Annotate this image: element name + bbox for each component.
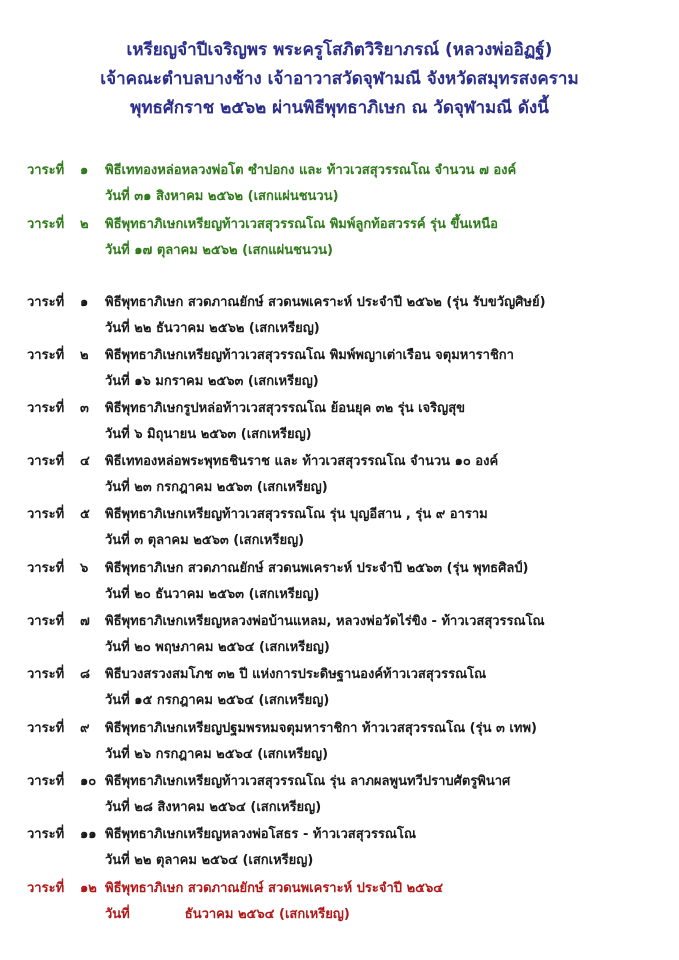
section2-round-2 [27, 343, 667, 395]
section2-round-4 [27, 449, 667, 501]
section2-round-9 [27, 716, 667, 768]
round-date: วันที่ ๓ ตุลาคม ๒๕๖๓ (เสกเหรียญ) [105, 533, 305, 548]
round-number: ๑๒ [80, 881, 97, 896]
round-label: วาระที่ [27, 721, 65, 736]
round-number: ๙ [80, 721, 90, 736]
round-label: วาระที่ [27, 163, 65, 178]
round-number: ๖ [80, 561, 89, 576]
round-text: พิธีพุทธาภิเษกเหรียญท้าวเวสสุวรรณโณ รุ่น ลาภผลพูนทวีปราบศัตรูพินาศ [105, 774, 511, 789]
round-text: พิธีบวงสรวงสมโภช ๓๒ ปี แห่งการประดิษฐานองค์ท้าวเวสสุวรรณโณ [105, 667, 487, 682]
section1-round-1 [27, 158, 667, 210]
round-number: ๒ [80, 348, 89, 363]
section1-round-2 [27, 212, 667, 264]
round-date: วันที่ ๑๕ กรกฎาคม ๒๕๖๔ (เสกเหรียญ) [105, 693, 330, 708]
round-text: พิธีพุทธาภิเษก สวดภาณยักษ์ สวดนพเคราะห์ ประจำปี ๒๕๖๔ [105, 881, 444, 896]
round-label: วาระที่ [27, 614, 65, 629]
round-date: วันที่ ๑๗ ตุลาคม ๒๕๖๒ (เสกแผ่นชนวน) [105, 243, 334, 258]
round-date: วันที่ ๒๒ ตุลาคม ๒๕๖๔ (เสกเหรียญ) [105, 853, 314, 868]
round-text: พิธีพุทธาภิเษก สวดภาณยักษ์ สวดนพเคราะห์ ประจำปี ๒๕๖๓ (รุ่น พุทธศิลป์) [105, 561, 529, 576]
round-number: ๗ [80, 614, 90, 629]
round-label: วาระที่ [27, 348, 65, 363]
round-number: ๑ [80, 295, 89, 310]
round-text: พิธีพุทธาภิเษกเหรียญท้าวเวสสุวรรณโณ รุ่น บุญอีสาน , รุ่น ๙ อาราม [105, 507, 488, 522]
round-text: พิธีพุทธาภิเษกเหรียญท้าวเวสสุวรรณโณ พิมพ์ลูกท้อสวรรค์ รุ่น ขึ้นเหนือ [105, 217, 498, 232]
round-label: วาระที่ [27, 561, 65, 576]
section2-round-7 [27, 609, 667, 661]
round-date: วันที่ ๒๓ กรกฎาคม ๒๕๖๓ (เสกเหรียญ) [105, 480, 328, 495]
round-number: ๓ [80, 401, 89, 416]
round-number: ๑ [80, 163, 89, 178]
title-line-3: พุทธศักราช ๒๕๖๒ ผ่านพิธีพุทธาภิเษก ณ วัดจุฬามณี ดังนี้ [130, 98, 549, 118]
round-number: ๕ [80, 507, 90, 522]
round-label: วาระที่ [27, 217, 65, 232]
round-date: วันที่ ๑๖ มกราคม ๒๕๖๓ (เสกเหรียญ) [105, 374, 319, 389]
round-label: วาระที่ [27, 507, 65, 522]
round-text: พิธีพุทธาภิเษก สวดภาณยักษ์ สวดนพเคราะห์ ประจำปี ๒๕๖๒ (รุ่น รับขวัญศิษย์) [105, 295, 546, 310]
round-date: วันที่ ๒๒ ธันวาคม ๒๕๖๒ (เสกเหรียญ) [105, 321, 320, 336]
round-text: พิธีพุทธาภิเษกเหรียญหลวงพ่อบ้านแหลม, หลวงพ่อวัดไร่ขิง - ท้าวเวสสุวรรณโณ [105, 614, 545, 629]
round-date: วันที่ ๒๖ กรกฎาคม ๒๕๖๔ (เสกเหรียญ) [105, 747, 329, 762]
round-date [27, 902, 667, 928]
round-number: ๑๑ [80, 827, 97, 842]
round-text: พิธีเททองหล่อหลวงพ่อโต ซำปอกง และ ท้าวเวสสุวรรณโณ จำนวน ๗ องค์ [105, 163, 517, 178]
round-label: วาระที่ [27, 667, 65, 682]
round-label: วาระที่ [27, 827, 65, 842]
round-date: วันที่ ๒๘ สิงหาคม ๒๕๖๔ (เสกเหรียญ) [105, 800, 322, 815]
round-date: วันที่ ๖ มิถุนายน ๒๕๖๓ (เสกเหรียญ) [105, 427, 312, 442]
title-line-1: เหรียญจำปีเจริญพร พระครูโสภิตวิริยาภรณ์ (หลวงพ่ออิฏฐ์) [126, 40, 553, 60]
round-number: ๒ [80, 217, 89, 232]
section2-round-6 [27, 556, 667, 608]
round-text: พิธีพุทธาภิเษกเหรียญหลวงพ่อโสธร - ท้าวเวสสุวรรณโณ [105, 827, 417, 842]
section2-round-3 [27, 396, 667, 448]
section2-round-8 [27, 662, 667, 714]
round-text: พิธีพุทธาภิเษกเหรียญท้าวเวสสุวรรณโณ พิมพ์พญาเต่าเรือน จตุมหาราชิกา [105, 348, 514, 363]
round-label: วาระที่ [27, 401, 65, 416]
round-date: วันที่ ๒๐ พฤษภาคม ๒๕๖๔ (เสกเหรียญ) [105, 640, 330, 655]
round-label: วาระที่ [27, 881, 65, 896]
round-label: วาระที่ [27, 295, 65, 310]
round-text: พิธีเททองหล่อพระพุทธชินราช และ ท้าวเวสสุวรรณโณ จำนวน ๑๐ องค์ [105, 454, 499, 469]
round-number: ๘ [80, 667, 91, 682]
round-label: วาระที่ [27, 774, 65, 789]
date-prefix: วันที่ [105, 907, 130, 922]
document-title [0, 36, 679, 123]
section2-round-10 [27, 769, 667, 821]
date-rest: ธันวาคม ๒๕๖๔ (เสกเหรียญ) [184, 907, 350, 922]
round-label: วาระที่ [27, 454, 65, 469]
round-text: พิธีพุทธาภิเษกรูปหล่อท้าวเวสสุวรรณโณ ย้อนยุค ๓๒ รุ่น เจริญสุข [105, 401, 466, 416]
title-line-2: เจ้าคณะตำบลบางช้าง เจ้าอาวาสวัดจุฬามณี จังหวัดสมุทรสงคราม [100, 69, 579, 89]
section2-round-11 [27, 822, 667, 874]
section2-round-5 [27, 502, 667, 554]
round-date: วันที่ ๓๑ สิงหาคม ๒๕๖๒ (เสกแผ่นชนวน) [105, 189, 339, 204]
section2-round-12 [27, 876, 667, 928]
round-date: วันที่ ๒๐ ธันวาคม ๒๕๖๓ (เสกเหรียญ) [105, 587, 320, 602]
round-number: ๔ [80, 454, 90, 469]
round-text: พิธีพุทธาภิเษกเหรียญปฐมพรหมจตุมหาราชิกา ท้าวเวสสุวรรณโณ (รุ่น ๓ เทพ) [105, 721, 537, 736]
section2-round-1 [27, 290, 667, 342]
round-number: ๑๐ [80, 774, 97, 789]
